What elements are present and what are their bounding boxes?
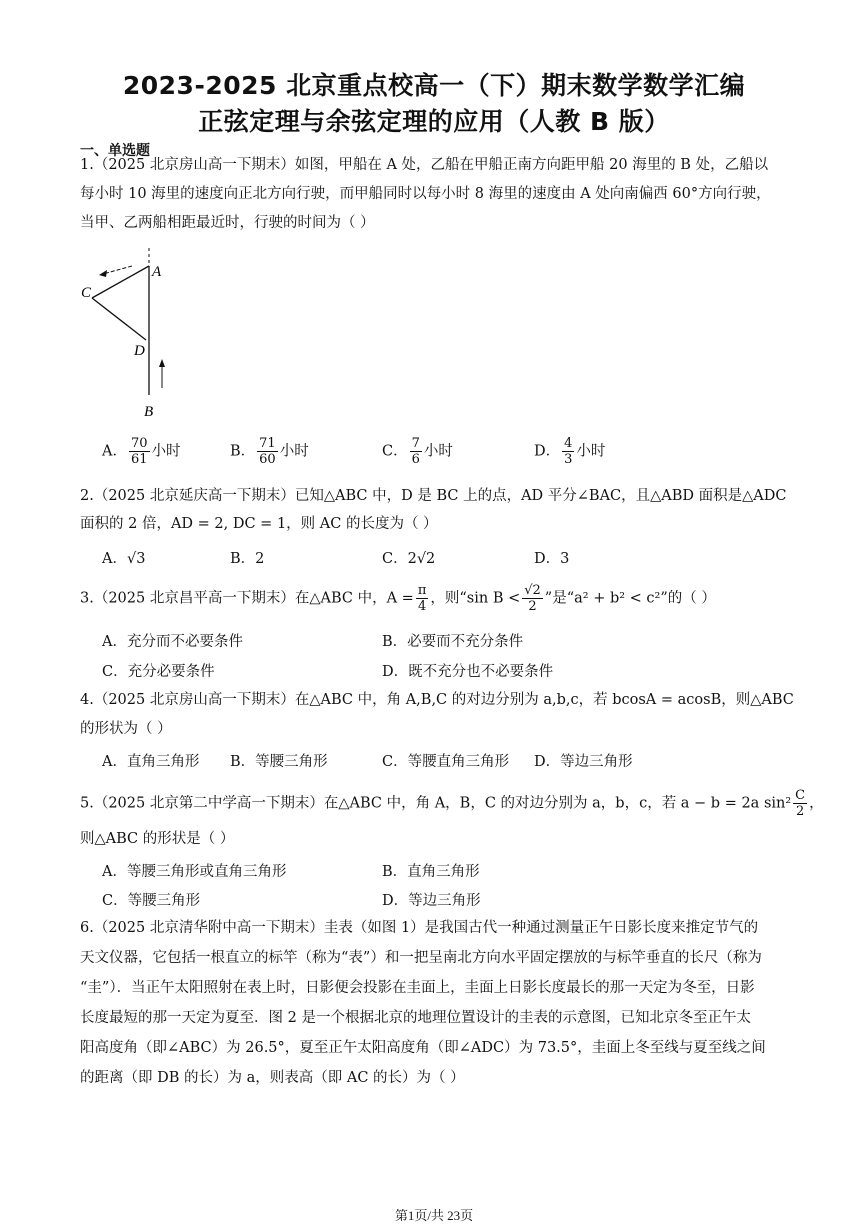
q4-option-b[interactable]: B．等腰三角形 bbox=[230, 754, 328, 770]
label-d: D bbox=[134, 343, 145, 359]
q5-option-b[interactable]: B．直角三角形 bbox=[382, 864, 480, 880]
q2-option-d[interactable]: D．3 bbox=[534, 551, 570, 567]
q6-line-2: 天文仪器，它包括一根直立的标竿（称为“表”）和一把呈南北方向水平固定摆放的与标竿垂直的长尺（称为 bbox=[80, 950, 762, 966]
q4-line-2: 的形状为（ ） bbox=[80, 721, 172, 737]
q3-stem: 3.（2025 北京昌平高一下期末）在△ABC 中，A = $\frac{\pi}{4}$ ，则“sin B < $\frac{√2}{2}$ ”是“a² + b² < c²”的（ ） bbox=[80, 583, 716, 614]
label-b: B bbox=[144, 404, 154, 420]
q2-option-c[interactable]: C．2√2 bbox=[382, 551, 436, 567]
ship-diagram bbox=[74, 240, 184, 425]
q4-line-1: 4.（2025 北京房山高一下期末）在△ABC 中，角 A,B,C 的对边分别为 a,b,c，若 bcosA = acosB，则△ABC bbox=[80, 692, 794, 708]
q1-line-3: 当甲、乙两船相距最近时，行驶的时间为（ ） bbox=[80, 215, 375, 231]
q1-option-c[interactable]: C． $\frac{7}{6}$ 小时 bbox=[382, 436, 453, 467]
q2-option-a[interactable]: A．√3 bbox=[102, 551, 146, 567]
q6-line-3: “圭”）．当正午太阳照射在表上时，日影便会投影在圭面上，圭面上日影长度最长的那一天定为冬至，日影 bbox=[80, 980, 755, 996]
title-line-2: 正弦定理与余弦定理的应用（人教 B 版） bbox=[198, 107, 670, 136]
section-heading: 一、单选题 bbox=[80, 143, 150, 159]
q3-option-d[interactable]: D．既不充分也不必要条件 bbox=[382, 664, 554, 680]
q6-line-5: 阳高度角（即∠ABC）为 26.5°，夏至正午太阳高度角（即∠ADC）为 73.5°，圭面上冬至线与夏至线之间 bbox=[80, 1040, 766, 1056]
q3-option-a[interactable]: A．充分而不必要条件 bbox=[102, 634, 243, 650]
title-line-1: 2023-2025 北京重点校高一（下）期末数学数学汇编 bbox=[122, 71, 746, 100]
q1-option-d[interactable]: D． $\frac{4}{3}$ 小时 bbox=[534, 436, 606, 467]
q2-option-b[interactable]: B．2 bbox=[230, 551, 265, 567]
q1-option-a[interactable]: A． $\frac{70}{61}$ 小时 bbox=[102, 436, 181, 467]
q6-line-4: 长度最短的那一天定为夏至．图 2 是一个根据北京的地理位置设计的圭表的示意图，已知北京冬至正午太 bbox=[80, 1010, 751, 1026]
q2-line-1: 2.（2025 北京延庆高一下期末）已知△ABC 中，D 是 BC 上的点，AD 平分∠BAC，且△ABD 面积是△ADC bbox=[80, 488, 787, 504]
q5-line-2: 则△ABC 的形状是（ ） bbox=[80, 831, 235, 847]
q4-option-d[interactable]: D．等边三角形 bbox=[534, 754, 633, 770]
q6-line-6: 的距离（即 DB 的长）为 a，则表高（即 AC 的长）为（ ） bbox=[80, 1070, 465, 1086]
q5-option-c[interactable]: C．等腰三角形 bbox=[102, 893, 201, 909]
q4-option-a[interactable]: A．直角三角形 bbox=[102, 754, 200, 770]
q1-option-b[interactable]: B． $\frac{71}{60}$ 小时 bbox=[230, 436, 309, 467]
q1-line-2: 每小时 10 海里的速度向正北方向行驶，而甲船同时以每小时 8 海里的速度由 A 处向南偏西 60°方向行驶， bbox=[80, 186, 771, 202]
q1-line-1: 1.（2025 北京房山高一下期末）如图，甲船在 A 处，乙船在甲船正南方向距甲船 20 海里的 B 处，乙船以 bbox=[80, 157, 769, 173]
label-a: A bbox=[152, 264, 162, 280]
label-c: C bbox=[81, 285, 92, 301]
q5-option-d[interactable]: D．等边三角形 bbox=[382, 893, 481, 909]
q3-option-b[interactable]: B．必要而不充分条件 bbox=[382, 634, 524, 650]
q6-line-1: 6.（2025 北京清华附中高一下期末）圭表（如图 1）是我国古代一种通过测量正午日影长度来推定节气的 bbox=[80, 920, 759, 936]
q5-option-a[interactable]: A．等腰三角形或直角三角形 bbox=[102, 864, 287, 880]
q4-option-c[interactable]: C．等腰直角三角形 bbox=[382, 754, 510, 770]
q2-line-2: 面积的 2 倍，AD = 2, DC = 1，则 AC 的长度为（ ） bbox=[80, 516, 438, 532]
q3-option-c[interactable]: C．充分必要条件 bbox=[102, 664, 215, 680]
page-footer: 第1页/共 23页 bbox=[394, 1208, 474, 1223]
q5-line-1: 5.（2025 北京第二中学高一下期末）在△ABC 中，角 A，B，C 的对边分别为 a，b，c，若 a − b = 2a sin² $\frac{C}{2}$ ， bbox=[80, 788, 824, 819]
